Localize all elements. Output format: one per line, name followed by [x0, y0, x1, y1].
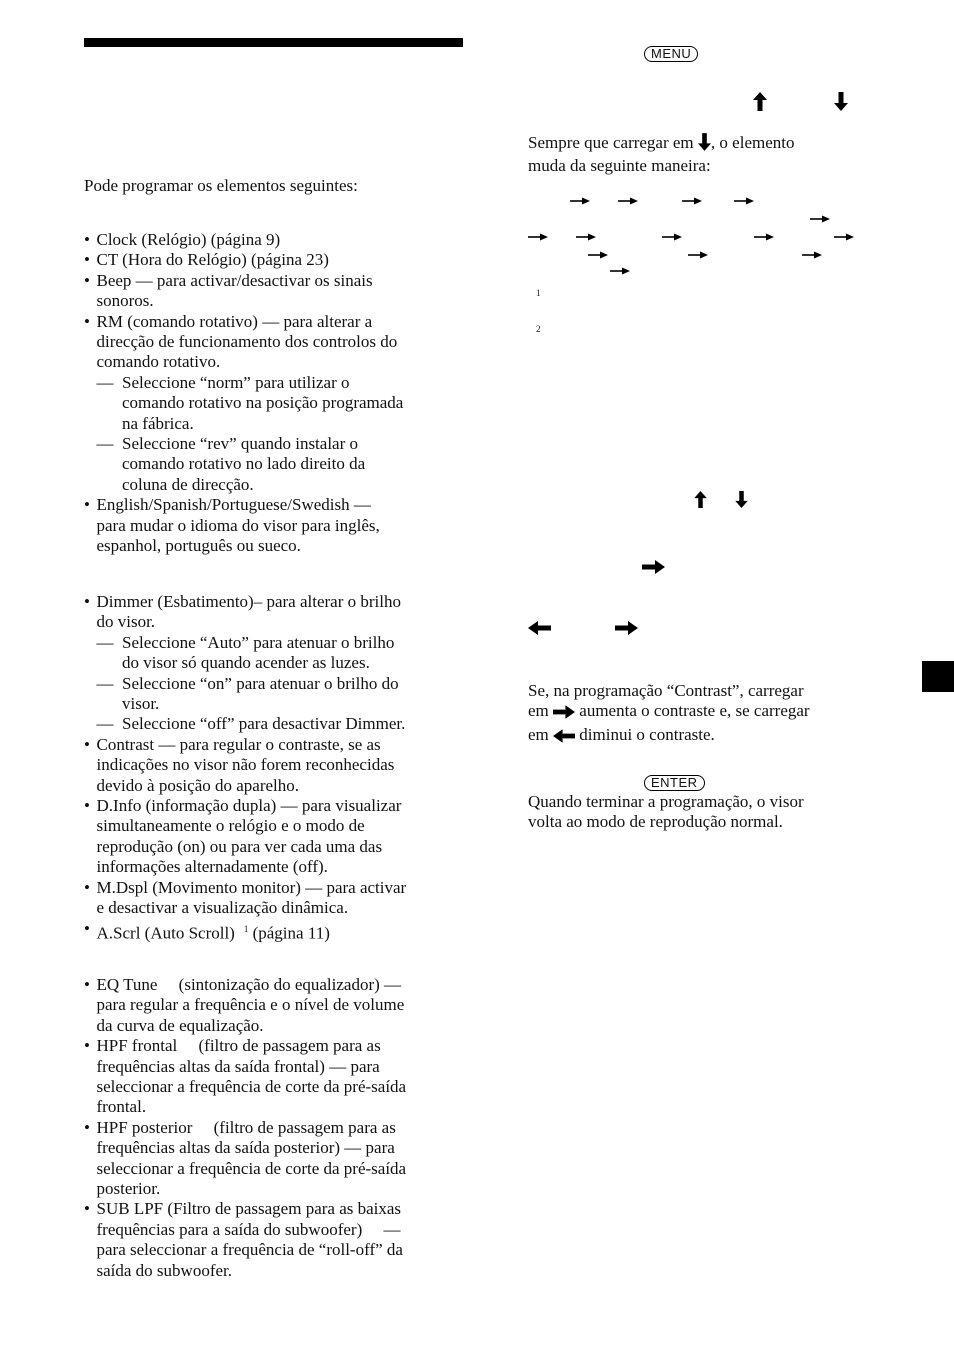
sub-item-rev: — Seleccione “rev” quando instalar o comando rotativo no lado direito da coluna de direcção. — [96, 434, 366, 494]
arrow-right-icon — [642, 560, 665, 574]
sequence-intro: Sempre que carregar em , o elemento muda da seguinte maneira: — [528, 133, 795, 176]
sequence-arrow-icon — [588, 250, 608, 260]
list-item-contrast: • Contrast — para regular o contraste, se as indicações no visor não forem reconhecidas devido à posição do aparelho. — [84, 734, 395, 795]
footnote-mark: 1 — [536, 288, 541, 298]
list-item-rm: • RM (comando rotativo) — para alterar a direcção de funcionamento dos controlos do comando rotativo. — [84, 311, 398, 372]
sequence-arrow-icon — [570, 196, 590, 206]
footnote-ref: 1 — [243, 923, 249, 934]
sub-item-on: — Seleccione “on” para atenuar o brilho do visor. — [96, 673, 399, 714]
arrow-left-icon — [528, 621, 551, 635]
settings-list-3 — [84, 975, 469, 1281]
sequence-arrow-icon — [802, 250, 822, 260]
sequence-arrow-icon — [688, 250, 708, 260]
list-item-mdspl: • M.Dspl (Movimento monitor) — para activar e desactivar a visualização dinâmica. — [84, 877, 407, 918]
list-item-clock: • Clock (Relógio) (página 9) — [84, 230, 281, 249]
list-item-dimmer: • Dimmer (Esbatimento)– para alterar o brilho do visor. — [84, 592, 401, 632]
list-item-dinfo: • D.Info (informação dupla) — para visualizar simultaneamente o relógio e o modo de reprodução (on) ou para ver cada uma das informações alternadamente (off). — [84, 796, 402, 877]
arrow-up-icon — [694, 491, 707, 508]
arrow-down-icon — [698, 133, 711, 156]
arrow-right-icon — [553, 704, 575, 724]
list-item-eq-tune: • EQ Tune (sintonização do equalizador) — para regular a frequência e o nível de volume da curva de equalização. — [84, 975, 405, 1035]
list-item-hpf-front: • HPF frontal (filtro de passagem para as frequências altas da saída frontal) — para seleccionar a frequência de corte da pré-saída frontal. — [84, 1036, 407, 1117]
heading-rule — [84, 38, 463, 47]
arrow-down-icon — [834, 92, 848, 111]
menu-button[interactable]: MENU — [644, 43, 698, 63]
sequence-arrow-icon — [618, 196, 638, 206]
sequence-arrow-icon — [754, 232, 774, 242]
sequence-arrow-icon — [528, 232, 548, 242]
sequence-arrow-icon — [682, 196, 702, 206]
sequence-arrow-icon — [610, 266, 630, 276]
list-item-hpf-rear: • HPF posterior (filtro de passagem para as frequências altas da saída posterior) — para seleccionar a frequência de corte da pré-saída posterior. — [84, 1117, 407, 1199]
arrow-up-icon — [753, 92, 767, 111]
list-item-ct: • CT (Hora do Relógio) (página 23) — [84, 250, 329, 270]
sequence-arrow-icon — [810, 214, 830, 224]
sequence-arrow-icon — [662, 232, 682, 242]
sub-item-off: — Seleccione “off” para desactivar Dimmer. — [96, 714, 406, 734]
intro-text: Pode programar os elementos seguintes: — [84, 176, 358, 195]
list-item-ascrl: • A.Scrl (Auto Scroll) $^1$ (página 11) — [84, 918, 330, 943]
section-tab — [922, 661, 954, 692]
sub-item-auto: — Seleccione “Auto” para atenuar o brilho do visor só quando acender as luzes. — [96, 632, 395, 673]
final-note: Quando terminar a programação, o visor volta ao modo de reprodução normal. — [528, 792, 804, 832]
sub-item-norm: — Seleccione “norm” para utilizar o comando rotativo na posição programada na fábrica. — [96, 372, 404, 433]
sequence-arrow-icon — [576, 232, 596, 242]
arrow-down-icon — [735, 491, 748, 508]
settings-list-1 — [84, 230, 464, 557]
arrow-left-icon — [553, 728, 575, 748]
list-item-beep: • Beep — para activar/desactivar os sinais sonoros. — [84, 270, 373, 311]
list-item-language: • English/Spanish/Portuguese/Swedish — para mudar o idioma do visor para inglês, espanhol, português ou sueco. — [84, 495, 380, 556]
arrow-right-icon — [615, 621, 638, 635]
contrast-note: Se, na programação “Contrast”, carregar em aumenta o contraste e, se carregar em diminui o contraste. — [528, 681, 888, 748]
settings-list-2 — [84, 592, 464, 944]
sequence-arrow-icon — [834, 232, 854, 242]
list-item-sub-lpf: • SUB LPF (Filtro de passagem para as baixas frequências para a saída do subwoofer) — para seleccionar a frequência de “roll-off” da saída do subwoofer. — [84, 1199, 403, 1280]
footnote-mark: 2 — [536, 324, 541, 334]
enter-button[interactable]: ENTER — [644, 772, 705, 792]
sequence-arrow-icon — [734, 196, 754, 206]
